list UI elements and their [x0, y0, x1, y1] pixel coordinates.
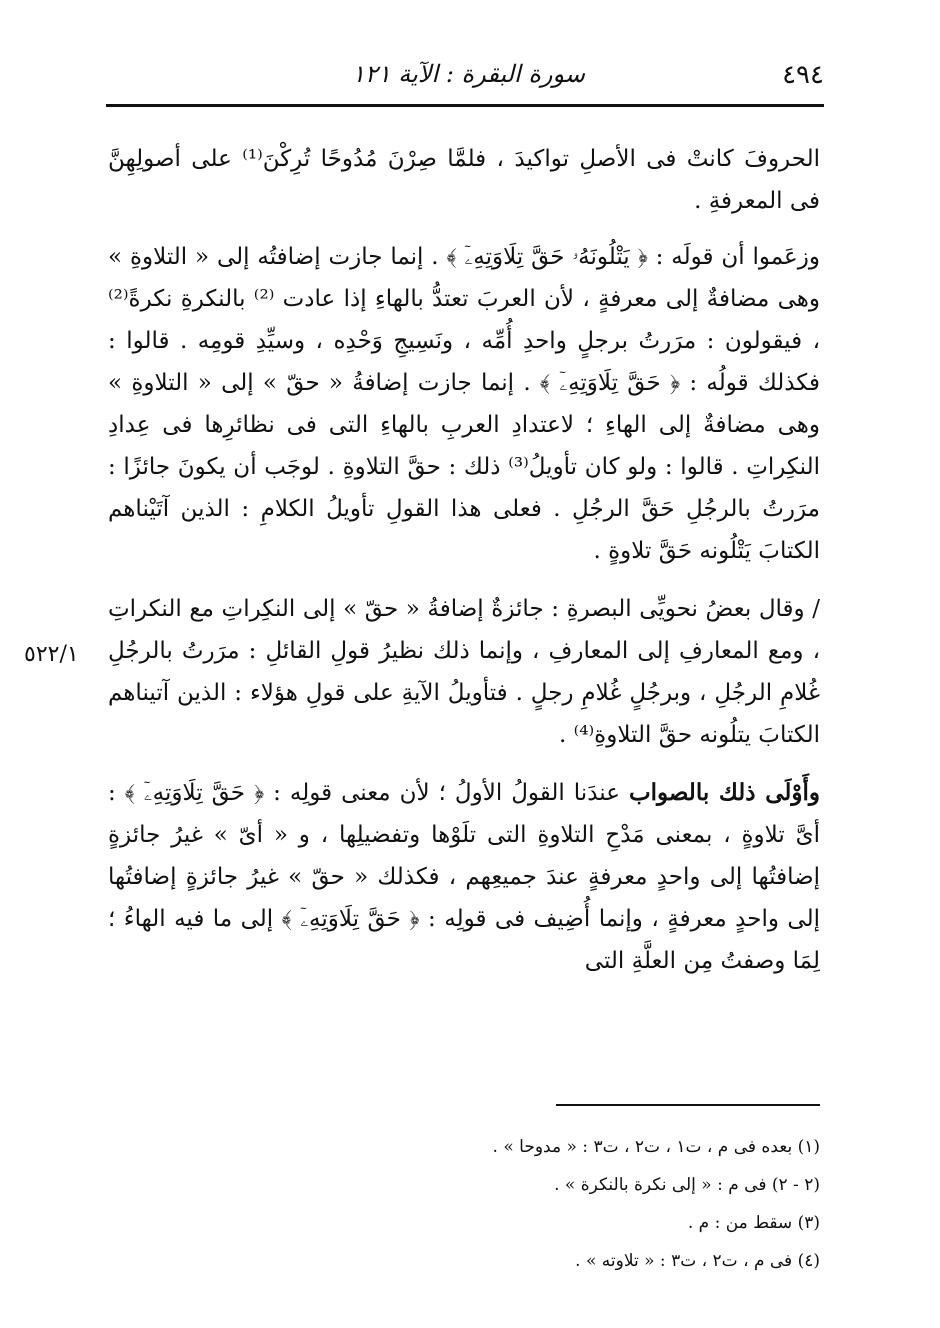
paragraph [108, 772, 820, 982]
page-number: ٤٩٤ [782, 60, 824, 90]
footnotes [300, 1128, 820, 1280]
paragraph: الحروفَ كانتْ فى الأصلِ تواكيدَ ، فلمَّا صِرْنَ مُدُوحًا تُرِكْنَ⁽¹⁾ على أصولِهِنَّ فى المعرفةِ . [108, 146, 820, 214]
page-header [112, 52, 824, 92]
footnote-rule [556, 1104, 820, 1106]
paragraph-rest: عندَنا القولُ الأولُ ؛ لأن معنى قولِه : ﴿ حَقَّ تِلَاوَتِهِۦٓ ﴾ : أىَّ تلاوةٍ ، بمعنى مَدْحِ التلاوةِ التى تلَوْها وتفضيلِها ، و « أىّ » غيرُ جائزةٍ إضافتُها إلى واحدٍ معرفةٍ عندَ جميعِهم ، فكذلك « حقّ » غيرُ جائزةٍ إضافتُها إلى واحدٍ معرفةٍ ، وإنما أُضِيف فى قولِه : ﴿ حَقَّ تِلَاوَتِهِۦٓ ﴾ إلى ما فيه الهاءُ ؛ لِمَا وصفتُ مِن العلَّةِ التى [108, 780, 820, 974]
footnote: (١) بعده فى م ، ت١ ، ت٢ ، ت٣ : « مدوحا » . [492, 1137, 820, 1157]
margin-reference: ٥٢٢/١ [24, 642, 79, 667]
footnote: (٣) سقط من : م . [687, 1213, 820, 1233]
footnote: (٢ - ٢) فى م : « إلى نكرة بالنكرة » . [554, 1175, 820, 1195]
main-text [108, 138, 820, 998]
footnote: (٤) فى م ، ت٢ ، ت٣ : « تلاوته » . [575, 1251, 820, 1271]
running-title: سورة البقرة : الآية ١٢١ [352, 60, 586, 88]
header-rule [106, 104, 824, 107]
bold-lead: وأَوْلَى ذلك بالصواب [628, 779, 821, 806]
paragraph: وزعَموا أن قولَه : ﴿ يَتْلُونَهُۥ حَقَّ تِلَاوَتِهِۦٓ ﴾ . إنما جازت إضافتُه إلى « التلاوةِ » وهى مضافةٌ إلى معرفةٍ ، لأن العربَ تعتدُّ بالهاءِ إذا عادت ⁽²⁾ بالنكرةِ نكرةً⁽²⁾ ، فيقولون : مرَرتُ برجلٍ واحدِ أُمِّه ، ونَسِيجِ وَحْدِه ، وسيِّدِ قومِه . قالوا : فكذلك قولُه : ﴿ حَقَّ تِلَاوَتِهِۦٓ ﴾ . إنما جازت إضافةُ « حقّ » إلى « التلاوةِ » وهى مضافةٌ إلى الهاءِ ؛ لاعتدادِ العربِ بالهاءِ التى فى نظائرِها فى عِدادِ النكِراتِ . قالوا : ولو كان تأويلُ⁽³⁾ ذلك : حقَّ التلاوةِ . لوجَب أن يكونَ جائزًا : مرَرتُ بالرجُلِ حَقَّ الرجُلِ . فعلى هذا القولِ تأويلُ الكلامِ : الذين آتَيْناهم الكتابَ يَتْلُونه حَقَّ تلاوةٍ . [108, 244, 820, 564]
paragraph: / وقال بعضُ نحويِّى البصرةِ : جائزةٌ إضافةُ « حقّ » إلى النكِراتِ مع النكراتِ ، ومع المعارفِ إلى المعارفِ ، وإنما ذلك نظيرُ قولِ القائلِ : مرَرتُ بالرجُلِ غُلامِ الرجُلِ ، وبرجُلٍ غُلامِ رجلٍ . فتأويلُ الآيةِ على قولِ هؤلاء : الذين آتيناهم الكتابَ يتلُونه حقَّ التلاوةِ⁽⁴⁾ . [108, 596, 820, 748]
